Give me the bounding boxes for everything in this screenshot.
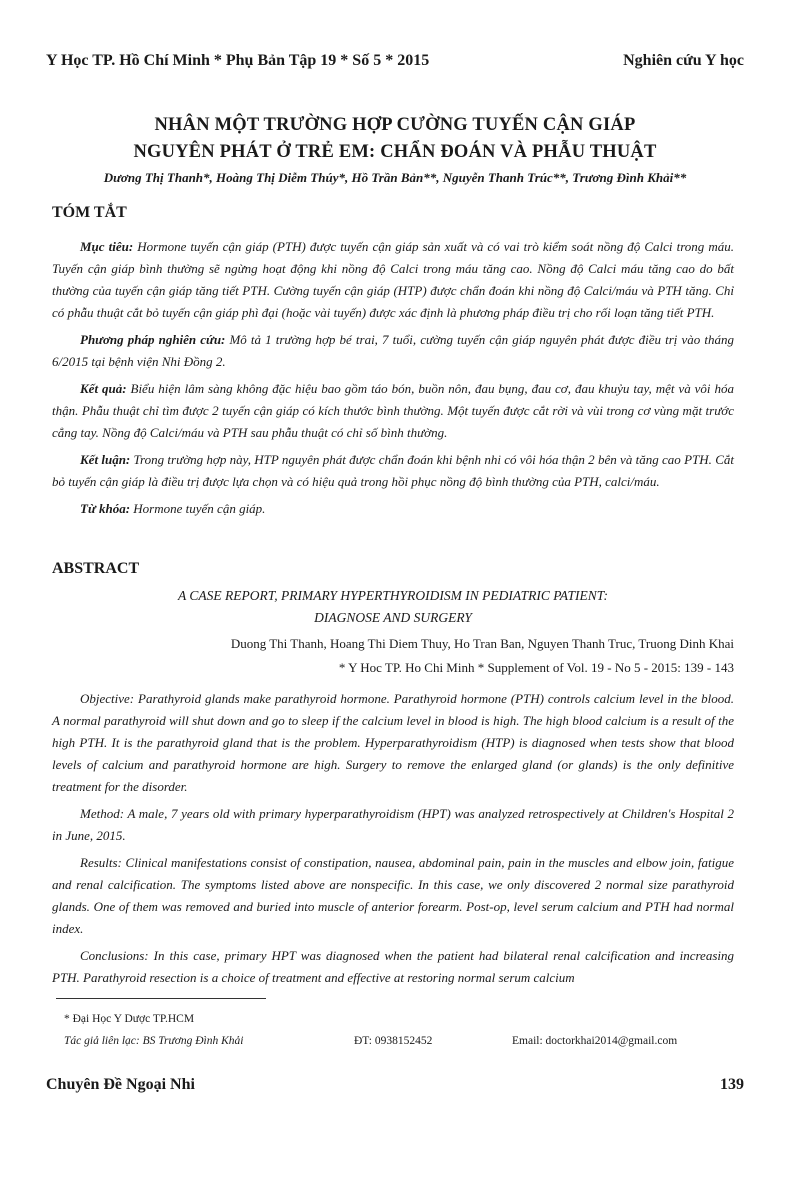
footnote-email: Email: doctorkhai2014@gmail.com [512,1035,678,1047]
summary-vi [52,236,734,525]
title-line-1: NHÂN MỘT TRƯỜNG HỢP CƯỜNG TUYẾN CẬN GIÁP [154,115,636,135]
abstract-results [52,852,734,940]
summary-conclusion-text: Trong trường hợp này, HTP nguyên phát được chẩn đoán khi bệnh nhi có vôi hóa thận 2 bên và tăng cao PTH. Cắt bỏ tuyến cận giáp là điều trị được lựa chọn và có hiệu quả trong hồi phục nồng độ bình thường của PTH, calci/máu. [52,452,734,489]
journal-citation: Y Học TP. Hồ Chí Minh * Phụ Bản Tập 19 * Số 5 * 2015 [46,52,430,69]
abstract-method [52,803,734,847]
summary-method-text: Mô tả 1 trường hợp bé trai, 7 tuổi, cường tuyến cận giáp nguyên phát được điều trị vào tháng 6/2015 tại bệnh viện Nhi Đồng 2. [52,332,734,369]
footnote-contact-row [64,1030,734,1052]
summary-keywords-label: Từ khóa: [80,501,131,516]
summary-objective-label: Mục tiêu: [80,239,134,254]
abstract-citation: * Y Hoc TP. Ho Chi Minh * Supplement of Vol. 19 - No 5 - 2015: 139 - 143 [338,660,734,675]
abstract-conclusions [52,945,734,989]
running-header [46,52,744,76]
paper-title [40,112,750,166]
abstract-results-text: Clinical manifestations consist of constipation, nausea, abdominal pain, pain in the muscles and elbow join, fatigue and renal calcification. The symptoms listed above are nonspecific. In this case, we only discovered 2 normal size parathyroid glands. One of them was removed and buried into muscle of anterior forearm. Post-op, level serum calcium and PTH had normal index. [52,855,734,936]
abstract-authors: Duong Thi Thanh, Hoang Thi Diem Thuy, Ho Tran Ban, Nguyen Thanh Truc, Truong Dinh Khai [230,636,734,651]
abstract-en [52,688,734,994]
abstract-conclusions-text: In this case, primary HPT was diagnosed when the patient had bilateral renal calcification and increasing PTH. Parathyroid resection is a choice of treatment and effective at restoring normal serum calcium [52,948,734,985]
journal-section: Nghiên cứu Y học [623,52,744,69]
abstract-objective [52,688,734,798]
abstract-title [52,585,734,629]
summary-results-label: Kết quả: [80,381,127,396]
abstract-heading: ABSTRACT [52,560,140,577]
abstract-authors-block [52,632,734,680]
footnote-affiliation-row [64,1008,734,1030]
footnotes [64,1008,734,1052]
running-footer [46,1076,744,1100]
abstract-title-line-2: DIAGNOSE AND SURGERY [314,610,472,625]
summary-method [52,329,734,373]
footer-section: Chuyên Đề Ngoại Nhi [46,1076,195,1093]
abstract-method-text: A male, 7 years old with primary hyperparathyroidism (HPT) was analyzed retrospectively at Children's Hospital 2 in June, 2015. [52,806,734,843]
summary-objective [52,236,734,324]
summary-keywords [52,498,734,520]
footnote-phone: ĐT: 0938152452 [354,1035,433,1047]
footnote-divider [56,998,266,999]
abstract-objective-text: Parathyroid glands make parathyroid hormone. Parathyroid hormone (PTH) controls calcium level in the blood. A normal parathyroid will shut down and go to sleep if the calcium level in blood is high. The high blood calcium is a result of the high PTH. It is the parathyroid gland that is the problem. Hyperparathyroidism (HTP) is diagnosed when tests show that blood levels of calcium and parathyroid hormone are high. Surgery to remove the enlarged gland (or glands) is the only definitive treatment for the disorder. [52,691,734,794]
summary-objective-text: Hormone tuyến cận giáp (PTH) được tuyến cận giáp sản xuất và có vai trò kiểm soát nồng độ Calci trong máu. Tuyến cận giáp bình thường sẽ ngừng hoạt động khi nồng độ Calci trong máu tăng cao. Nồng độ Calci máu tăng cao do bất thường của tuyến cận giáp tăng tiết PTH. Cường tuyến cận giáp (HTP) được chẩn đoán khi nồng độ Calci/máu và PTH tăng. Chỉ có phẫu thuật cắt bỏ tuyến cận giáp phì đại (hoặc vài tuyến) được xác định là phương pháp điều trị cho rối loạn tăng tiết PTH. [52,239,734,320]
abstract-objective-label: Objective: [80,691,135,706]
summary-results [52,378,734,444]
abstract-results-label: Results: [80,855,122,870]
author-list: Dương Thị Thanh*, Hoàng Thị Diễm Thúy*, Hồ Trần Bản**, Nguyễn Thanh Trúc**, Trương Đình Khải** [103,170,687,185]
summary-method-label: Phương pháp nghiên cứu: [80,332,226,347]
footnote-affiliation: * Đại Học Y Dược TP.HCM [64,1013,195,1025]
summary-keywords-text: Hormone tuyến cận giáp. [130,501,266,516]
abstract-conclusions-label: Conclusions: [80,948,149,963]
abstract-method-label: Method: [80,806,125,821]
abstract-title-line-1: A CASE REPORT, PRIMARY HYPERTHYROIDISM IN PEDIATRIC PATIENT: [178,588,608,603]
page-number: 139 [720,1076,744,1093]
summary-conclusion-label: Kết luận: [80,452,131,467]
footnote-contact: Tác giả liên lạc: BS Trương Đình Khải [64,1035,244,1047]
summary-results-text: Biểu hiện lâm sàng không đặc hiệu bao gồm táo bón, buồn nôn, đau bụng, đau cơ, đau khuỷu tay, mệt và vôi hóa thận. Phẫu thuật chỉ tìm được 2 tuyến cận giáp có kích thước bình thường. Một tuyến được cắt rời và vùi trong cơ vùng mặt trước cẳng tay. Nồng độ Calci/máu và PTH sau phẫu thuật có chỉ số bình thường. [52,381,734,440]
summary-heading: TÓM TẮT [52,204,127,221]
title-line-2: NGUYÊN PHÁT Ở TRẺ EM: CHẨN ĐOÁN VÀ PHẪU THUẬT [133,142,657,162]
summary-conclusion [52,449,734,493]
